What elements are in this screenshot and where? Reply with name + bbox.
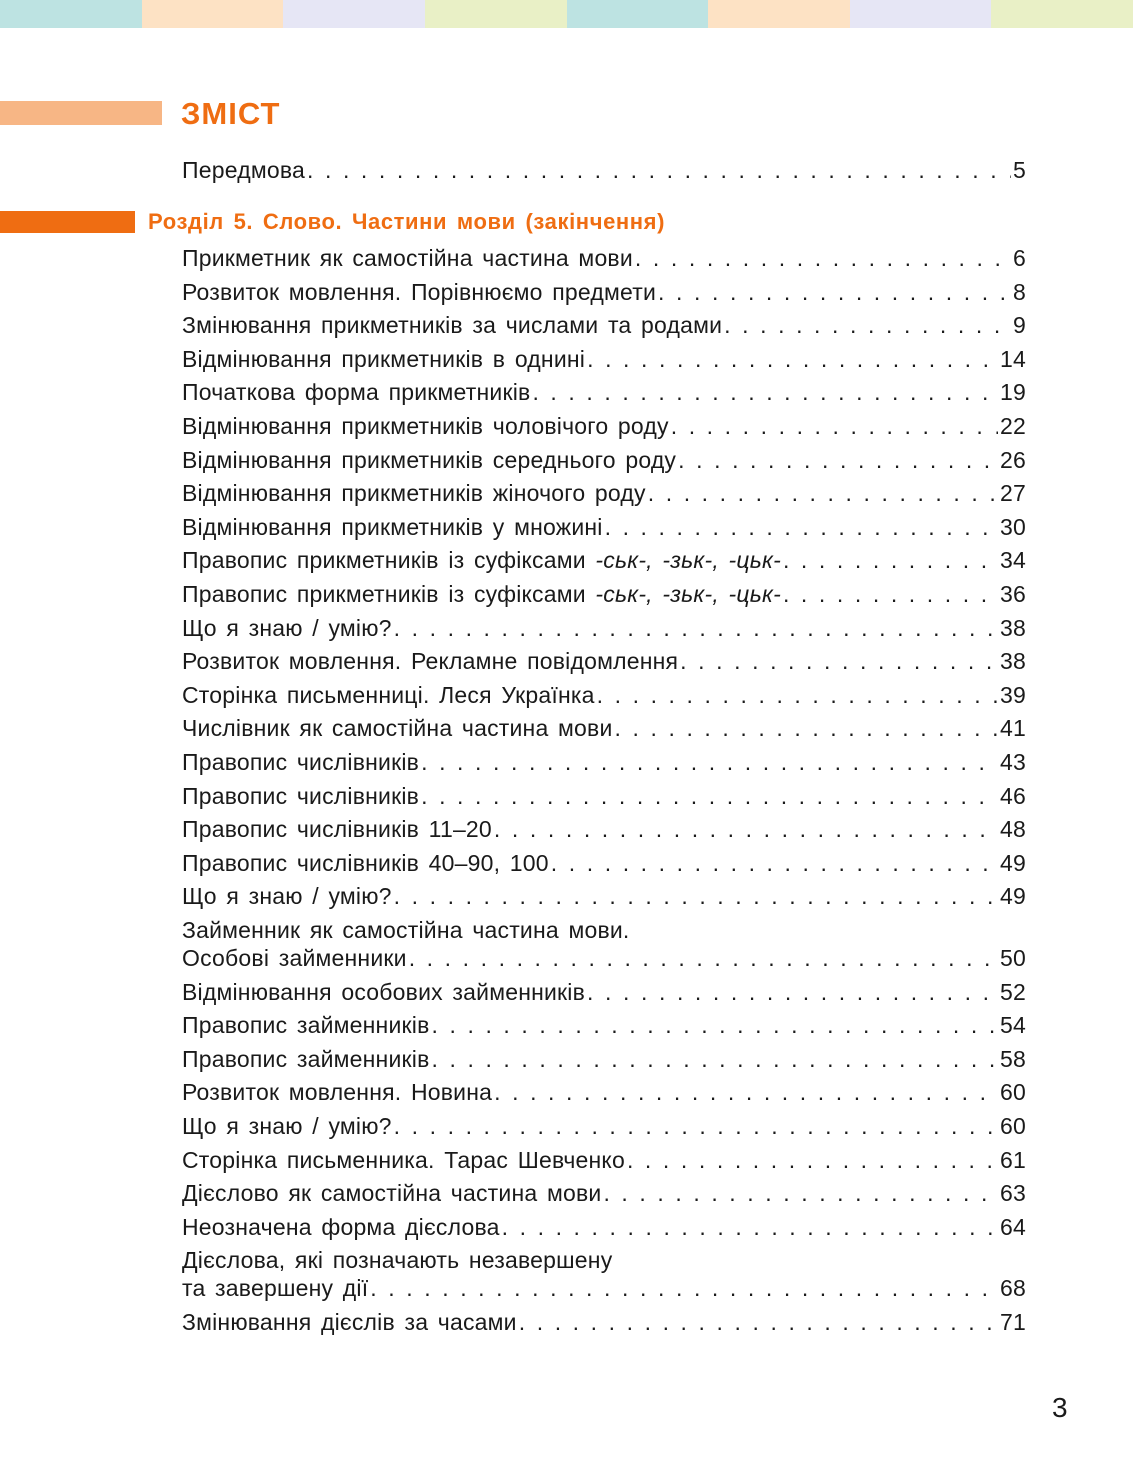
toc-entry-label-text: Розвиток мовлення. Порівнюємо предмети bbox=[182, 279, 657, 305]
toc-entry[interactable] bbox=[182, 1178, 1026, 1208]
toc-entry-label bbox=[182, 814, 492, 844]
toc-entry-page: 46 bbox=[1000, 783, 1026, 809]
stripe-segment bbox=[850, 0, 992, 28]
top-color-stripe bbox=[0, 0, 1133, 28]
toc-entry-page: 54 bbox=[1000, 1012, 1026, 1038]
toc-entry-label-text: Відмінювання прикметників у множині bbox=[182, 514, 603, 540]
toc-leader-dots bbox=[551, 848, 998, 878]
toc-entry-label-text: Правопис числівників 11–20 bbox=[182, 816, 492, 842]
toc-entry-label-text: Правопис займенників bbox=[182, 1012, 430, 1038]
toc-entry-label-text: Відмінювання прикметників в однині bbox=[182, 346, 586, 372]
toc-entry-label bbox=[182, 310, 722, 340]
toc-entry[interactable] bbox=[182, 1044, 1026, 1074]
toc-entry-label-text: Відмінювання прикметників чоловічого роду bbox=[182, 413, 669, 439]
toc-leader-dots bbox=[680, 646, 998, 676]
toc-entry[interactable] bbox=[182, 1077, 1026, 1107]
toc-leader-dots bbox=[648, 478, 998, 508]
toc-entry-label bbox=[182, 1010, 430, 1040]
toc-entry[interactable] bbox=[182, 1111, 1026, 1141]
toc-entry-label bbox=[182, 277, 656, 307]
toc-leader-dots bbox=[394, 881, 998, 911]
toc-entry-label bbox=[182, 545, 781, 575]
section-title: Розділ 5. Слово. Частини мови (закінчення) bbox=[148, 209, 666, 234]
toc-leader-dots bbox=[605, 512, 998, 542]
toc-leader-dots bbox=[615, 713, 998, 743]
toc-entry[interactable] bbox=[182, 277, 1026, 307]
toc-entry-label bbox=[182, 881, 392, 911]
toc-entry-page: 26 bbox=[1000, 447, 1026, 473]
page-number: 3 bbox=[1052, 1392, 1068, 1423]
toc-leader-dots bbox=[432, 1044, 999, 1074]
toc-entry-label-text: Розвиток мовлення. Рекламне повідомлення bbox=[182, 648, 679, 674]
toc-entry-page: 60 bbox=[1000, 1079, 1026, 1105]
toc-leader-dots bbox=[494, 1077, 998, 1107]
toc-entry-label bbox=[182, 977, 585, 1007]
toc-entry-label-text: Сторінка письменниці. Леся Українка bbox=[182, 682, 595, 708]
toc-entry-page: 60 bbox=[1000, 1113, 1026, 1139]
toc-entry-label bbox=[182, 1044, 430, 1074]
toc-entry[interactable] bbox=[182, 445, 1026, 475]
toc-entry-label bbox=[182, 646, 678, 676]
toc-leader-dots bbox=[627, 1145, 998, 1175]
toc-leader-dots bbox=[394, 613, 998, 643]
toc-leader-dots bbox=[783, 579, 998, 609]
toc-entry-preface[interactable] bbox=[182, 155, 1026, 185]
toc-entry-label-text: Правопис прикметників із суфіксами bbox=[182, 581, 596, 607]
toc-entry-page: 39 bbox=[1000, 682, 1026, 708]
toc-entry-page: 30 bbox=[1000, 514, 1026, 540]
toc-entry-page: 27 bbox=[1000, 480, 1026, 506]
toc-entry-page: 34 bbox=[1000, 547, 1026, 573]
toc-leader-dots bbox=[658, 277, 1011, 307]
stripe-segment bbox=[567, 0, 709, 28]
toc-entry-label-text: Правопис числівників bbox=[182, 783, 420, 809]
toc-entry-label bbox=[182, 713, 613, 743]
toc-leader-dots bbox=[494, 814, 998, 844]
toc-entry[interactable] bbox=[182, 680, 1026, 710]
toc-leader-dots bbox=[587, 977, 998, 1007]
toc-entry-page: 9 bbox=[1013, 312, 1026, 338]
toc-entry-page: 8 bbox=[1013, 279, 1026, 305]
toc-entry-label-text: Змінювання дієслів за часами bbox=[182, 1309, 517, 1335]
toc-entry-page: 52 bbox=[1000, 979, 1026, 1005]
toc-leader-dots bbox=[783, 545, 998, 575]
toc-leader-dots bbox=[421, 781, 998, 811]
toc-entry[interactable] bbox=[182, 814, 1026, 844]
toc-entry[interactable] bbox=[182, 545, 1026, 575]
title-accent-bar bbox=[0, 101, 162, 125]
toc-entry-page: 58 bbox=[1000, 1046, 1026, 1072]
toc-entry[interactable] bbox=[182, 344, 1026, 374]
toc-entry-label-text: Правопис займенників bbox=[182, 1046, 430, 1072]
toc-entry-label-text: та завершену дії bbox=[182, 1275, 369, 1301]
toc-entry-page: 49 bbox=[1000, 850, 1026, 876]
toc-entry-label bbox=[182, 1077, 492, 1107]
toc-entry[interactable] bbox=[182, 977, 1026, 1007]
toc-entry-page: 14 bbox=[1000, 346, 1026, 372]
toc-leader-dots bbox=[432, 1010, 999, 1040]
toc-entry[interactable] bbox=[182, 646, 1026, 676]
toc-entry[interactable] bbox=[182, 377, 1026, 407]
toc-entry-page: 48 bbox=[1000, 816, 1026, 842]
toc-entry-page: 5 bbox=[1013, 157, 1026, 183]
toc-leader-dots bbox=[597, 680, 998, 710]
toc-entry[interactable] bbox=[182, 579, 1026, 609]
toc-entry[interactable] bbox=[182, 1212, 1026, 1242]
toc-entry-page: 71 bbox=[1000, 1309, 1026, 1335]
toc-entry-label-text: Що я знаю / умію? bbox=[182, 615, 392, 641]
toc-entry-label bbox=[182, 1212, 500, 1242]
stripe-segment bbox=[283, 0, 425, 28]
toc-leader-dots bbox=[603, 1178, 998, 1208]
toc-entry-label-line1: Дієслова, які позначають незавершену bbox=[182, 1247, 613, 1273]
toc-leader-dots bbox=[532, 377, 998, 407]
toc-entry-label-text: Правопис прикметників із суфіксами bbox=[182, 547, 596, 573]
toc-entry-label bbox=[182, 1273, 368, 1303]
toc-entry-label bbox=[182, 680, 595, 710]
toc-entry-page: 38 bbox=[1000, 648, 1026, 674]
toc-entry-label-text: Початкова форма прикметників bbox=[182, 379, 531, 405]
section-accent-bar bbox=[0, 211, 135, 233]
toc-entry[interactable] bbox=[182, 848, 1026, 878]
toc-entry-label bbox=[182, 848, 549, 878]
toc-entry-page: 68 bbox=[1000, 1275, 1026, 1301]
toc-entry-page: 19 bbox=[1000, 379, 1026, 405]
toc-entry[interactable] bbox=[182, 713, 1026, 743]
toc-entry[interactable] bbox=[182, 512, 1026, 542]
toc-leader-dots bbox=[502, 1212, 998, 1242]
toc-entry-page: 63 bbox=[1000, 1180, 1026, 1206]
toc-entry-page: 43 bbox=[1000, 749, 1026, 775]
toc-entry-label bbox=[182, 1178, 601, 1208]
stripe-segment bbox=[991, 0, 1133, 28]
toc-entry-label bbox=[182, 747, 419, 777]
toc-entry-page: 36 bbox=[1000, 581, 1026, 607]
toc-entry-label-text: Відмінювання прикметників жіночого роду bbox=[182, 480, 646, 506]
toc-entry-label bbox=[182, 377, 530, 407]
toc-entry[interactable] bbox=[182, 781, 1026, 811]
toc-leader-dots bbox=[635, 243, 1011, 273]
toc-leader-dots bbox=[370, 1273, 998, 1303]
toc-entry-label-text: Числівник як самостійна частина мови bbox=[182, 715, 613, 741]
toc-leader-dots bbox=[671, 411, 998, 441]
toc-leader-dots bbox=[307, 155, 1011, 185]
toc-entry-label-text: Відмінювання прикметників середнього роду bbox=[182, 447, 677, 473]
toc-entry-page: 49 bbox=[1000, 883, 1026, 909]
toc-entry-label bbox=[182, 1307, 517, 1337]
toc-entry-label-text: Неозначена форма дієслова bbox=[182, 1214, 500, 1240]
toc-entry-label bbox=[182, 445, 676, 475]
toc-entry-label-text: Сторінка письменника. Тарас Шевченко bbox=[182, 1147, 625, 1173]
toc-entry[interactable] bbox=[182, 1010, 1026, 1040]
toc-entry-label-text: Змінювання прикметників за числами та родами bbox=[182, 312, 723, 338]
toc-entry-label bbox=[182, 512, 603, 542]
stripe-segment bbox=[708, 0, 850, 28]
toc-entry-label bbox=[182, 344, 585, 374]
stripe-segment bbox=[142, 0, 284, 28]
toc-entry-label bbox=[182, 781, 419, 811]
toc-entry-page: 38 bbox=[1000, 615, 1026, 641]
toc-entry-suffix-italic: -ськ-, -зьк-, -цьк- bbox=[595, 581, 781, 607]
toc-entry-label-text: Особові займенники bbox=[182, 945, 407, 971]
toc-entry-label bbox=[182, 243, 633, 273]
toc-entry-label bbox=[182, 1145, 625, 1175]
toc-entry-label bbox=[182, 613, 392, 643]
stripe-segment bbox=[0, 0, 142, 28]
toc-entry-label-text: Відмінювання особових займенників bbox=[182, 979, 586, 1005]
toc-entry[interactable] bbox=[182, 1307, 1026, 1337]
toc-entry[interactable] bbox=[182, 411, 1026, 441]
toc-entry-label: Передмова bbox=[182, 157, 305, 183]
toc-leader-dots bbox=[394, 1111, 998, 1141]
toc-entry-label bbox=[182, 411, 669, 441]
toc-entry-label-text: Що я знаю / умію? bbox=[182, 1113, 392, 1139]
toc-entry-label-text: Що я знаю / умію? bbox=[182, 883, 392, 909]
toc-entry[interactable] bbox=[182, 243, 1026, 273]
toc-entry[interactable] bbox=[182, 478, 1026, 508]
toc-entry[interactable] bbox=[182, 881, 1026, 911]
toc-entry[interactable] bbox=[182, 747, 1026, 777]
toc-entry-page: 61 bbox=[1000, 1147, 1026, 1173]
toc-entry-page: 64 bbox=[1000, 1214, 1026, 1240]
toc-entry[interactable] bbox=[182, 943, 1026, 973]
toc-entry-label bbox=[182, 478, 646, 508]
toc-entry[interactable] bbox=[182, 310, 1026, 340]
toc-entry-label-text: Розвиток мовлення. Новина bbox=[182, 1079, 493, 1105]
toc-entry-label-text: Дієслово як самостійна частина мови bbox=[182, 1180, 602, 1206]
toc-leader-dots bbox=[587, 344, 998, 374]
toc-entry-label bbox=[182, 1111, 392, 1141]
toc-entry-label-text: Правопис числівників 40–90, 100 bbox=[182, 850, 549, 876]
toc-entry-page: 50 bbox=[1000, 945, 1026, 971]
toc-entry-label bbox=[182, 579, 781, 609]
toc-entry-page: 41 bbox=[1000, 715, 1026, 741]
toc-entry-label-line1: Займенник як самостійна частина мови. bbox=[182, 917, 630, 943]
toc-entry[interactable] bbox=[182, 613, 1026, 643]
stripe-segment bbox=[425, 0, 567, 28]
toc-entry-label-text: Прикметник як самостійна частина мови bbox=[182, 245, 633, 271]
toc-entry-label-text: Правопис числівників bbox=[182, 749, 420, 775]
toc-entry[interactable] bbox=[182, 1145, 1026, 1175]
toc-leader-dots bbox=[519, 1307, 998, 1337]
toc-leader-dots bbox=[409, 943, 998, 973]
toc-entry-page: 22 bbox=[1000, 413, 1026, 439]
toc-leader-dots bbox=[724, 310, 1011, 340]
toc-entry-suffix-italic: -ськ-, -зьк-, -цьк- bbox=[595, 547, 781, 573]
toc-entry-page: 6 bbox=[1013, 245, 1026, 271]
toc-entry-label bbox=[182, 943, 407, 973]
toc-entry[interactable] bbox=[182, 1273, 1026, 1303]
page-title: ЗМІСТ bbox=[181, 96, 281, 131]
toc-leader-dots bbox=[678, 445, 998, 475]
toc-leader-dots bbox=[421, 747, 998, 777]
